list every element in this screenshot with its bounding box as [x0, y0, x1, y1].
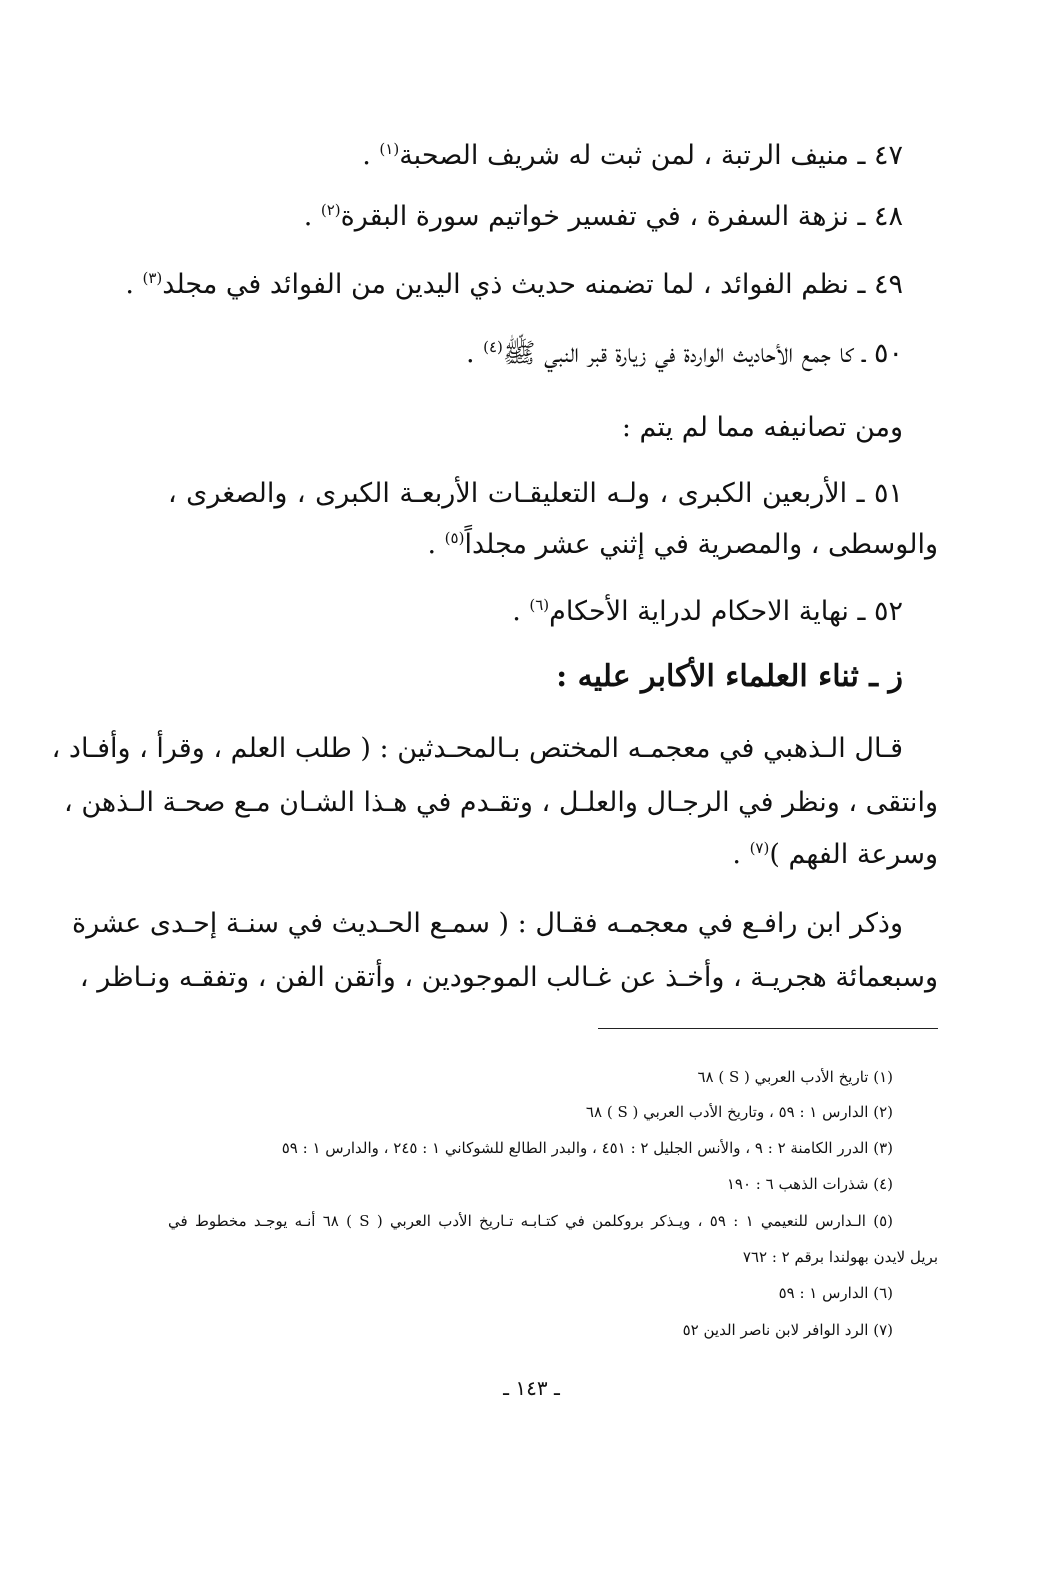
footnote-5-line-1: (٥) الـدارس للنعيمي ١ : ٥٩ ، ويـذكر بروكلمن في كتـابـه تـاريخ الأدب العربي ( S ) ٦٨ أنـه يوجـد مخطوط في: [168, 1212, 893, 1230]
page-number: ـ ١٤٣ ـ: [503, 1376, 560, 1400]
footnote-ref-3[interactable]: (٣): [142, 269, 163, 287]
footnote-4: (٤) شذرات الذهب ٦ : ١٩٠: [726, 1175, 893, 1193]
dhahabi-quote-line-1: قـال الـذهبي في معجمـه المختص بـالمحـدثين : ( طلب العلم ، وقرأ ، وأفـاد ،: [51, 733, 903, 764]
footnote-6: (٦) الدارس ١ : ٥٩: [778, 1284, 893, 1302]
section-heading: ز ـ ثناء العلماء الأكابر عليه :: [556, 659, 903, 694]
footnote-divider: [598, 1028, 938, 1029]
dhahabi-quote-line-3: وسرعة الفهم )$^{(٧)}$ .: [732, 839, 938, 870]
list-item-49: ٤٩ ـ نظم الفوائد ، لما تضمنه حديث ذي اليدين من الفوائد في مجلد$^{(٣)}$ .: [125, 269, 903, 300]
footnote-3: (٣) الدرر الكامنة ٢ : ٩ ، والأنس الجليل ٢ : ٤٥١ ، والبدر الطالع للشوكاني ١ : ٢٤٥ ، والدارس ١ : ٥٩: [281, 1139, 893, 1157]
footnote-2: (٢) الدارس ١ : ٥٩ ، وتاريخ الأدب العربي ( S ) ٦٨: [585, 1103, 893, 1121]
ibn-rafi-quote-line-1: وذكر ابن رافـع في معجمـه فقـال : ( سمـع الحـديث في سنـة إحـدى عشرة: [72, 908, 903, 939]
footnote-1: (١) تاريخ الأدب العربي ( S ) ٦٨: [697, 1068, 893, 1086]
footnote-ref-6[interactable]: (٦): [529, 596, 550, 614]
footnote-ref-5[interactable]: (٥): [444, 529, 465, 547]
ibn-rafi-quote-line-2: وسبعمائة هجريـة ، وأخـذ عن غـالب الموجودين ، وأتقن الفن ، وتفقـه ونـاظر ،: [79, 962, 938, 993]
list-item-51-line-2: والوسطى ، والمصرية في إثني عشر مجلداً$^{(٥)}$ .: [427, 529, 938, 560]
list-item-50: ٥٠ ـ كا جمع الأحاديث الواردة في زيارة قبر النبي ﷺ$^{(٤)}$ .: [465, 338, 903, 369]
list-item-48: ٤٨ ـ نزهة السفرة ، في تفسير خواتيم سورة البقرة$^{(٢)}$ .: [303, 201, 903, 232]
footnote-ref-7[interactable]: (٧): [749, 839, 770, 857]
footnote-ref-2[interactable]: (٢): [320, 201, 341, 219]
footnote-5-line-2: بريل لايدن بهولندا برقم ٢ : ٧٦٢: [742, 1248, 938, 1266]
list-item-51-line-1: ٥١ ـ الأربعين الكبرى ، ولـه التعليقـات الأربعـة الكبرى ، والصغرى ،: [168, 478, 903, 509]
footnote-ref-1[interactable]: (١): [379, 140, 400, 158]
unfinished-intro: ومن تصانيفه مما لم يتم :: [621, 412, 903, 443]
dhahabi-quote-line-2: وانتقى ، ونظر في الرجـال والعلـل ، وتقـدم في هـذا الشـان مـع صحـة الـذهن ،: [64, 787, 938, 818]
footnote-7: (٧) الرد الوافر لابن ناصر الدين ٥٢: [682, 1321, 893, 1339]
list-item-47: ٤٧ ـ منيف الرتبة ، لمن ثبت له شريف الصحبة$^{(١)}$ .: [362, 140, 903, 171]
list-item-52: ٥٢ ـ نهاية الاحكام لدراية الأحكام$^{(٦)}$ .: [512, 596, 903, 627]
footnote-ref-4[interactable]: (٤): [483, 338, 503, 356]
